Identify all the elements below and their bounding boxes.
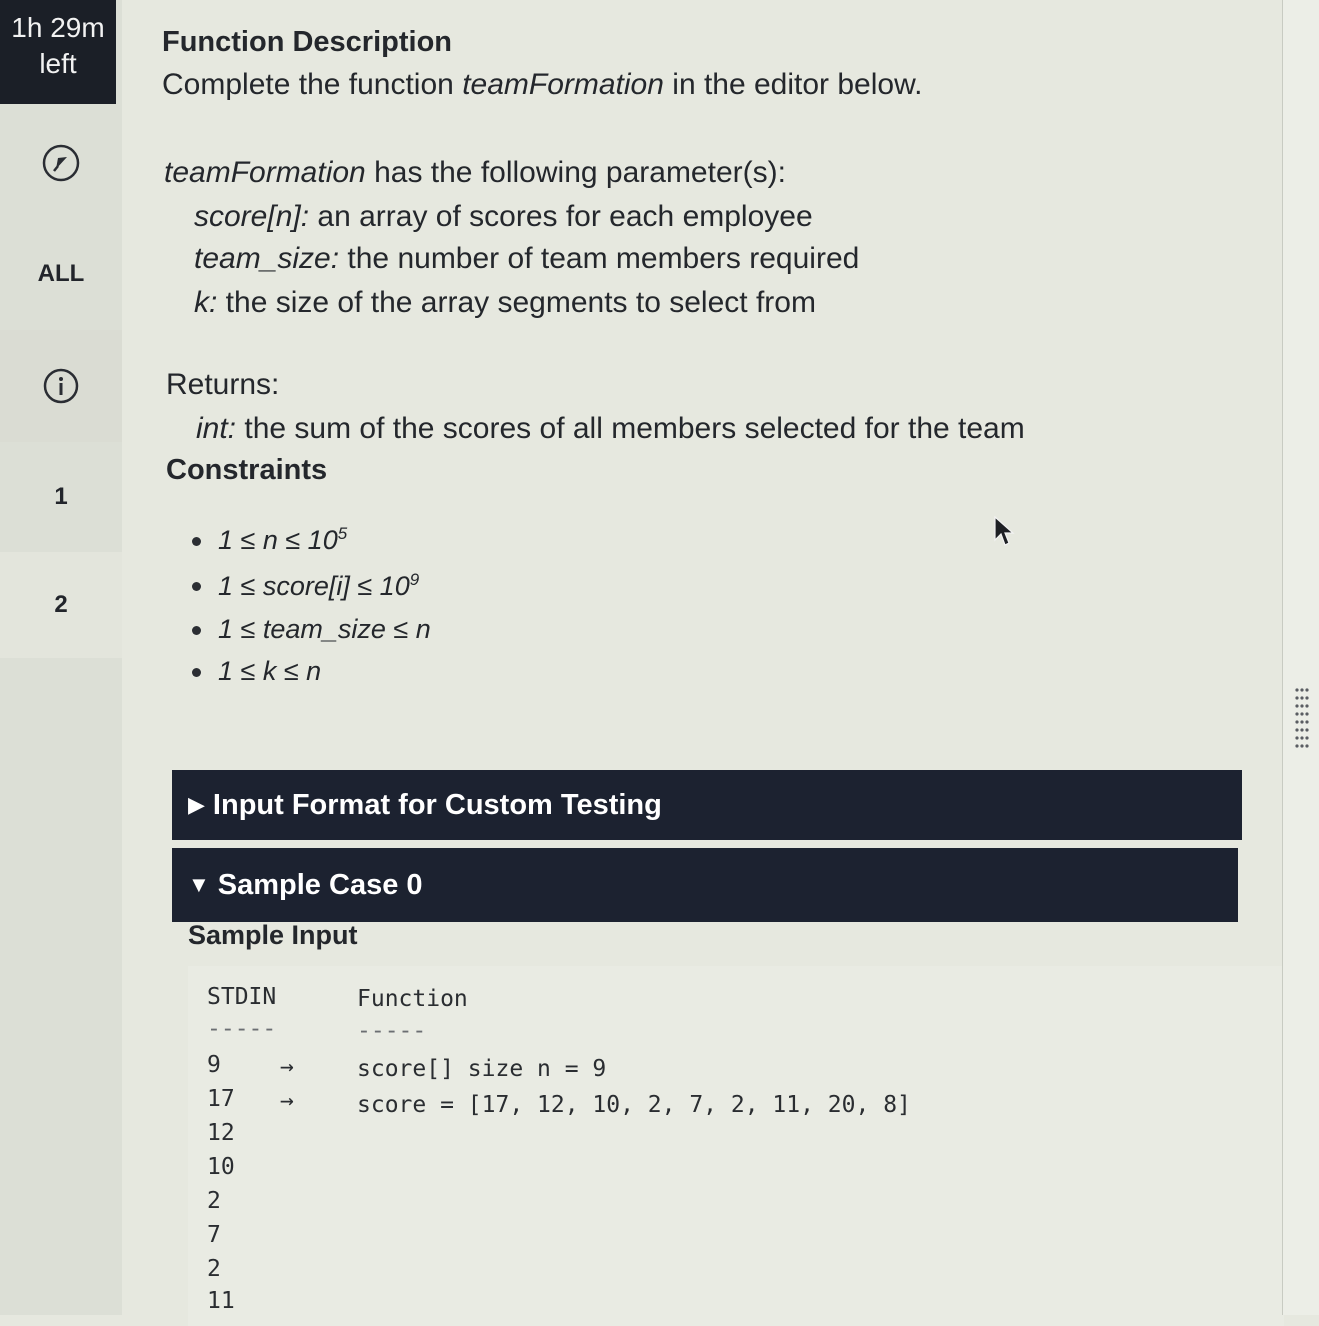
constraint-text: 1 ≤ score[i] ≤ 10 [218, 571, 410, 601]
function-name: teamFormation [462, 68, 664, 101]
arrow-icon: → [280, 1088, 294, 1114]
params-function-name: teamFormation [164, 156, 366, 189]
stdin-line: 2 [207, 1256, 221, 1282]
constraint-item: 1 ≤ team_size ≤ n [218, 614, 431, 644]
function-line: score = [17, 12, 10, 2, 7, 2, 11, 20, 8] [357, 1092, 911, 1118]
function-divider: ----- [357, 1018, 427, 1044]
time-remaining [0, 0, 116, 104]
constraint-text: 1 ≤ n ≤ 10 [218, 525, 338, 555]
stdin-line: 10 [207, 1154, 235, 1180]
cursor-circle-icon [42, 144, 80, 182]
constraint-item [218, 524, 347, 556]
stdin-line: 12 [207, 1120, 235, 1146]
stdin-divider: ----- [207, 1016, 277, 1042]
problem-statement [122, 0, 1282, 1315]
returns-desc: the sum of the scores of all members selected for the team [236, 412, 1025, 445]
params-intro-text: has the following parameter(s): [365, 156, 786, 189]
sidebar-item-question-2[interactable] [0, 552, 122, 658]
param-score [194, 200, 813, 234]
function-intro [162, 68, 922, 102]
sidebar-item-pointer[interactable] [0, 128, 122, 198]
info-icon [42, 367, 80, 405]
time-remaining-label: left [39, 48, 77, 79]
sidebar-item-all[interactable] [0, 238, 122, 310]
arrow-icon: → [280, 1054, 294, 1080]
sidebar-item-info[interactable] [0, 330, 122, 442]
input-format-label: Input Format for Custom Testing [212, 788, 662, 821]
param-desc: the number of team members required [339, 242, 860, 275]
param-desc: the size of the array segments to select from [217, 286, 816, 319]
stdin-line: 9 [207, 1052, 221, 1078]
constraint-item: 1 ≤ k ≤ n [218, 656, 322, 686]
function-header: Function [357, 986, 468, 1012]
stdin-line: 7 [207, 1222, 221, 1248]
param-team-size [194, 242, 859, 276]
sample-input-block [188, 966, 1284, 1326]
stdin-line: 17 [207, 1086, 235, 1112]
function-line: score[] size n = 9 [357, 1056, 607, 1082]
resize-handle-icon[interactable] [1294, 686, 1310, 750]
returns-description [196, 412, 1025, 446]
returns-type: int: [196, 412, 237, 445]
bullet [192, 582, 201, 591]
sidebar-item-1-label: 1 [54, 483, 68, 510]
sidebar-item-question-1[interactable] [0, 442, 122, 552]
param-k [194, 286, 816, 320]
sample-input-heading: Sample Input [188, 920, 358, 950]
sample-case-label: Sample Case 0 [217, 868, 423, 901]
params-intro [164, 156, 786, 190]
left-sidebar [0, 0, 122, 1315]
stdin-line: 11 [207, 1288, 235, 1314]
constraint-item [218, 570, 419, 602]
constraints-heading: Constraints [166, 454, 328, 486]
mouse-pointer-icon [993, 516, 1015, 548]
param-desc: an array of scores for each employee [309, 200, 813, 233]
bullet [192, 668, 201, 677]
constraint-exponent: 5 [337, 524, 348, 543]
param-name: team_size: [194, 242, 340, 275]
param-name: k: [194, 286, 218, 319]
stdin-line: 2 [207, 1188, 221, 1214]
bullet [192, 537, 201, 546]
returns-heading: Returns: [166, 368, 280, 401]
param-name: score[n]: [194, 200, 310, 233]
editor-edge [1282, 0, 1319, 1315]
intro-prefix: Complete the function [162, 68, 463, 101]
intro-suffix: in the editor below. [663, 68, 923, 101]
bullet [192, 626, 201, 635]
stdin-header: STDIN [207, 984, 277, 1010]
caret-down-icon: ▼ [188, 872, 210, 897]
sample-case-toggle[interactable] [172, 848, 1238, 922]
sidebar-item-all-label: ALL [37, 260, 85, 287]
input-format-toggle[interactable] [172, 770, 1242, 840]
function-description-heading: Function Description [162, 26, 452, 58]
sidebar-item-2-label: 2 [54, 591, 68, 618]
time-remaining-value: 1h 29m [11, 12, 105, 43]
caret-right-icon: ▶ [188, 792, 205, 817]
constraint-exponent: 9 [409, 570, 420, 589]
